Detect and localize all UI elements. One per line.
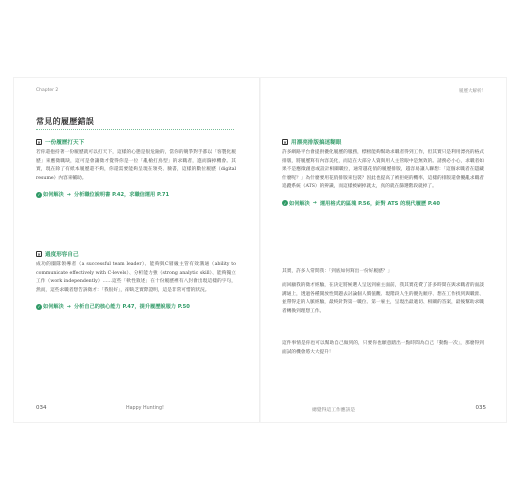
mistake-title: 用漂亮排版搞迷糊眼 (291, 140, 342, 146)
mistake-heading (282, 138, 484, 146)
body-paragraph: 而回顧我的徵才經驗，在決定將候選人呈送到雇主面前，我其實花費了許多時間在與求職者的面談溝通上，透過各種開放性問題去討論個人價值觀、現階段人生的優先順序、想在工作找到與職涯、並帶得走的人脈經驗，最終針對第一職位、第一雇主，呈現出最適切、相關的答案，最後幫助求職者轉換到理想工作。 (282, 283, 484, 314)
book-spread (14, 78, 506, 422)
how-label: 如何解決 (289, 200, 310, 207)
mistake-text: 許多網路平台會提供優化履歷的服務，標榜能夠幫助求職者得到工作，但其實只是利用漂亮的格式排版，將履歷寫有內容美化，而這在大部分人資與用人主管眼中是無效的。請務必小心，求職者如果不是應徵創意或設計相關職位，通常越花俏的履歷排版，越容易讓人聯想：「這個求職者在隱藏什麼呢？」為什麼要用花俏排版來包裝？因此也提高了被拒絕的機率，這樣的排版還會擾亂求職者追蹤系統（ATS）的辨識，而這樣被刷掉就太，真的就在篩選階段就掉了。 (282, 150, 484, 190)
how-label: 如何解決 (43, 192, 64, 199)
mistake-block-3 (282, 138, 484, 207)
mistake-block-1 (36, 138, 236, 198)
section-title: 常見的履歷錯誤 (36, 116, 95, 126)
footer-left: Happy Hunting! (126, 406, 164, 411)
how-text: 分析自己的核心能力 P.47，提升履歷說服力 P.50 (73, 304, 190, 311)
arrow-right-icon: ➔ (312, 200, 317, 207)
error-check-icon: ✕ (37, 251, 41, 257)
left-page (14, 78, 260, 422)
lightbulb-icon: ✓ (37, 304, 41, 310)
right-page (260, 78, 506, 422)
how-text: 運用格式的區塊 P.56，針對 ATS 的現代履歷 P.40 (319, 200, 440, 207)
error-check-icon: ✕ (283, 139, 287, 145)
mistake-title: 過度形容自己 (45, 252, 79, 258)
mistake-heading (36, 250, 236, 258)
mistake-text: 成功的團隊領導者（a successful team leader）、能夠與C層級主管有效溝通（ability to communicate effectively with C-levels）、分析能力強（strong analytic skill）、能夠獨立工作（work independently）……這些「軟性敘述」在十份履歷裡有八封會出現這樣的字句，然而，這些求職者想告訴徵才：「我很好」，卻缺乏實際證明，這是非常可惜的狀況。 (36, 262, 236, 293)
body-paragraph: 這件事情是你也可以幫助自己做到的，只要你也願意踏出一點時間為自己「動點一次」，那麼得到面試的機會將大大提升！ (282, 341, 484, 355)
how-to-solve (36, 303, 236, 310)
running-head-left: Chapter 2 (36, 88, 59, 93)
arrow-right-icon: ➔ (66, 191, 71, 198)
mistake-heading (36, 138, 236, 146)
lightbulb-icon: ✓ (283, 200, 287, 206)
how-to-solve (36, 191, 236, 198)
body-paragraph: 其實，許多人常問我：「到底如何寫出一份好履歷？」 (282, 269, 393, 274)
mistake-block-2 (36, 250, 236, 310)
lightbulb-icon: ✓ (37, 192, 41, 198)
how-label: 如何解決 (43, 304, 64, 311)
page-number-right: 035 (475, 405, 486, 411)
error-check-icon: ✕ (37, 139, 41, 145)
running-head-right: 履歷大解析！ (459, 89, 486, 94)
arrow-right-icon: ➔ (66, 303, 71, 310)
how-to-solve (282, 200, 484, 207)
page-number-left: 034 (36, 405, 47, 411)
section-divider (36, 129, 234, 130)
mistake-title: 一份履歷打天下 (45, 140, 85, 146)
footer-right: 總覺得這工作應該是 (312, 408, 356, 413)
how-text: 分析職位說明書 P.42，求職信運用 P.71 (73, 192, 170, 199)
mistake-text: 若你還抱持著一份履歷就可以打天下，這樣的心態是很危險的，當你的競爭對手都以「客製化履歷」來應徵職缺，這可是會讓徵才覺得你是一位「亂槍打鳥型」的求職者，進而篩掉機會。其實，現在除了有紙本履歷還不夠，你還需要能夠呈現在領英、臉書，這樣的數位履歷（digital resume）內容來輔助。 (36, 150, 236, 181)
